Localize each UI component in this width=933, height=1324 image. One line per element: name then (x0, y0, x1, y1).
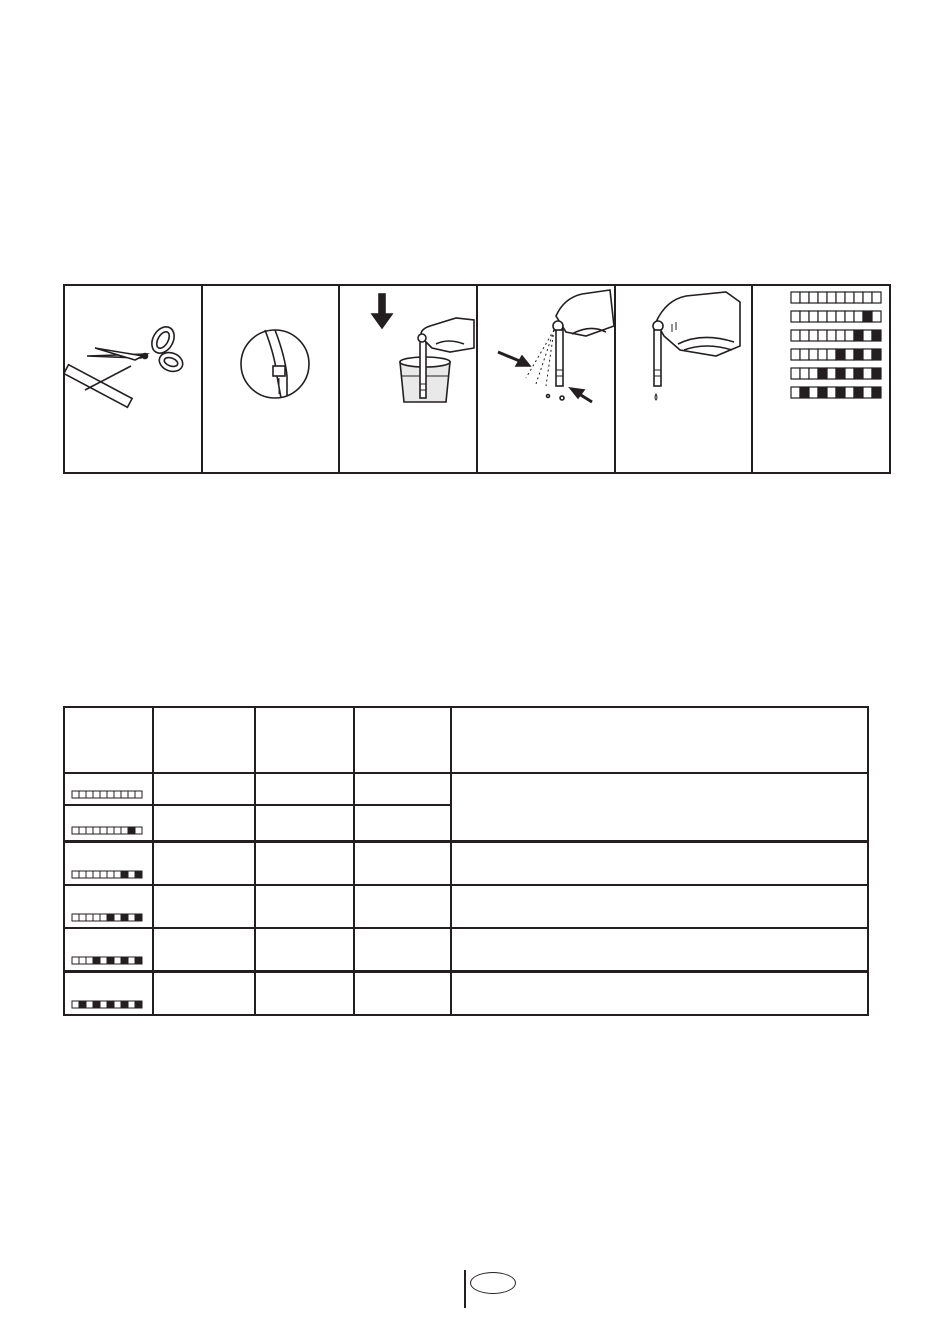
strip-square-empty (79, 827, 86, 834)
strip-square-empty (93, 871, 100, 878)
strip-cell (64, 928, 153, 971)
strip-square-empty (836, 292, 845, 303)
strip-square-empty (800, 292, 809, 303)
strip-square-empty (114, 1001, 121, 1008)
strip-square-filled (863, 311, 872, 322)
strip-square-empty (809, 368, 818, 379)
strip-square-empty (791, 368, 800, 379)
table-cell (153, 971, 255, 1015)
strip-square-empty (791, 311, 800, 322)
strip-square-empty (809, 349, 818, 360)
table-cell (354, 805, 451, 841)
strip-square-empty (809, 311, 818, 322)
header-cell (64, 707, 153, 773)
strip-square-empty (79, 791, 86, 798)
strip-square-empty (121, 791, 128, 798)
strip-square-empty (79, 914, 86, 921)
table-note (451, 841, 868, 885)
strip-square-filled (79, 1001, 86, 1008)
strip-square-empty (72, 827, 79, 834)
strip-square-empty (854, 311, 863, 322)
strip-square-empty (107, 827, 114, 834)
table-note (451, 928, 868, 971)
strip-square-empty (86, 827, 93, 834)
strip-square-empty (114, 791, 121, 798)
strip-square-empty (114, 914, 121, 921)
strip-square-empty (863, 368, 872, 379)
strip-square-empty (854, 292, 863, 303)
strip-square-empty (800, 368, 809, 379)
table-header (64, 707, 868, 773)
table-cell (153, 928, 255, 971)
header-cell (255, 707, 354, 773)
strip-square-filled (135, 1001, 142, 1008)
table-cell (153, 773, 255, 805)
strip-square-empty (827, 330, 836, 341)
strip-cell (64, 773, 153, 805)
strip-square-filled (872, 368, 881, 379)
strip-square-empty (827, 368, 836, 379)
water-tap-icon (203, 286, 341, 472)
strip-square-empty (818, 292, 827, 303)
strip-square-empty (79, 957, 86, 964)
strip-square-empty (845, 368, 854, 379)
strip-square-empty (818, 349, 827, 360)
test-strip-icon (71, 1000, 147, 1009)
strip-square-empty (86, 791, 93, 798)
strip-square-empty (100, 957, 107, 964)
strip-square-empty (845, 387, 854, 398)
strip-square-empty (845, 349, 854, 360)
header-cell (451, 707, 868, 773)
strip-square-empty (86, 1001, 93, 1008)
strip-square-empty (128, 914, 135, 921)
strip-square-filled (107, 914, 114, 921)
strip-cell (64, 885, 153, 928)
strip-square-empty (809, 330, 818, 341)
strip-square-empty (72, 871, 79, 878)
table-row (64, 971, 868, 1015)
scissors-icon (65, 286, 191, 472)
step-compare-result (751, 286, 891, 472)
table-note (451, 885, 868, 928)
step-cut-strip (63, 286, 201, 472)
strip-cell (64, 971, 153, 1015)
page-divider (464, 1270, 466, 1308)
table-cell (255, 928, 354, 971)
strip-square-empty (863, 292, 872, 303)
strip-square-empty (72, 957, 79, 964)
hold-strip-icon (616, 286, 754, 472)
strip-square-empty (863, 330, 872, 341)
header-cell (153, 707, 255, 773)
strip-square-empty (818, 311, 827, 322)
strip-square-filled (836, 368, 845, 379)
strip-square-empty (863, 387, 872, 398)
strip-square-empty (135, 791, 142, 798)
strip-square-filled (818, 368, 827, 379)
strip-square-filled (93, 1001, 100, 1008)
table-row (64, 841, 868, 885)
strip-square-empty (791, 292, 800, 303)
shake-strip-icon (478, 286, 616, 472)
strip-square-empty (72, 914, 79, 921)
strip-square-empty (114, 827, 121, 834)
strip-square-empty (863, 349, 872, 360)
strip-square-empty (827, 292, 836, 303)
table-cell (255, 971, 354, 1015)
strip-square-filled (872, 349, 881, 360)
strip-square-empty (79, 871, 86, 878)
strip-square-empty (872, 311, 881, 322)
strip-square-filled (836, 387, 845, 398)
strip-square-empty (128, 791, 135, 798)
test-steps-illustration (63, 284, 891, 474)
glass-dip-icon (340, 286, 478, 472)
strip-square-empty (809, 387, 818, 398)
strip-square-filled (854, 349, 863, 360)
strip-square-empty (872, 292, 881, 303)
table-row (64, 773, 868, 805)
strip-square-empty (86, 914, 93, 921)
test-strip-icon (71, 956, 147, 965)
strip-square-filled (818, 387, 827, 398)
table-row (64, 885, 868, 928)
table-cell (354, 841, 451, 885)
table-cell (255, 773, 354, 805)
strip-square-empty (800, 311, 809, 322)
strip-square-filled (854, 368, 863, 379)
strip-square-filled (135, 914, 142, 921)
strip-cell (64, 805, 153, 841)
strip-square-empty (72, 791, 79, 798)
test-strip-icon (71, 790, 147, 799)
strip-square-empty (791, 349, 800, 360)
table-cell (255, 841, 354, 885)
step-dip-strip (338, 286, 476, 472)
strip-square-empty (93, 791, 100, 798)
strip-square-filled (121, 957, 128, 964)
strip-square-empty (107, 871, 114, 878)
strip-square-empty (845, 311, 854, 322)
strip-square-empty (93, 914, 100, 921)
strip-square-empty (100, 827, 107, 834)
language-badge (470, 1272, 516, 1294)
strip-square-empty (836, 330, 845, 341)
step-wait-strip (614, 286, 752, 472)
table-cell (354, 885, 451, 928)
strip-square-empty (809, 292, 818, 303)
strip-square-empty (100, 1001, 107, 1008)
strip-square-empty (121, 827, 128, 834)
strip-square-empty (827, 311, 836, 322)
table-cell (255, 885, 354, 928)
strip-cell (64, 841, 153, 885)
strip-square-empty (72, 1001, 79, 1008)
strip-square-empty (107, 791, 114, 798)
strip-square-filled (872, 330, 881, 341)
strip-square-empty (818, 330, 827, 341)
strip-square-empty (128, 1001, 135, 1008)
hardness-table (63, 706, 869, 1016)
table-cell (153, 805, 255, 841)
header-cell (354, 707, 451, 773)
strip-square-empty (827, 349, 836, 360)
test-strip-icon (71, 826, 147, 835)
strip-square-filled (121, 871, 128, 878)
strip-square-empty (135, 827, 142, 834)
strip-square-filled (121, 914, 128, 921)
table-cell (354, 773, 451, 805)
strip-square-filled (836, 349, 845, 360)
table-cell (255, 805, 354, 841)
strip-square-empty (114, 871, 121, 878)
strip-square-empty (800, 330, 809, 341)
strip-square-empty (86, 871, 93, 878)
strip-square-empty (827, 387, 836, 398)
strip-square-empty (86, 957, 93, 964)
strip-square-empty (800, 349, 809, 360)
strip-square-empty (791, 387, 800, 398)
strip-square-filled (107, 1001, 114, 1008)
table-cell (354, 928, 451, 971)
strip-square-filled (93, 957, 100, 964)
strip-square-filled (854, 387, 863, 398)
table-cell (153, 841, 255, 885)
strip-square-empty (845, 292, 854, 303)
strip-square-filled (128, 827, 135, 834)
strip-square-empty (836, 311, 845, 322)
strip-square-empty (791, 330, 800, 341)
strip-square-empty (93, 827, 100, 834)
step-shake-strip (476, 286, 614, 472)
step-run-water (201, 286, 339, 472)
strip-square-empty (845, 330, 854, 341)
strip-square-filled (135, 957, 142, 964)
result-strips (753, 286, 891, 472)
strip-square-filled (872, 387, 881, 398)
strip-square-empty (114, 957, 121, 964)
strip-square-filled (854, 330, 863, 341)
table-note (451, 773, 868, 841)
strip-square-empty (100, 791, 107, 798)
test-strip-icon (71, 870, 147, 879)
strip-square-empty (128, 957, 135, 964)
strip-square-empty (128, 871, 135, 878)
table-note (451, 971, 868, 1015)
strip-square-filled (800, 387, 809, 398)
table-cell (153, 885, 255, 928)
strip-square-filled (107, 957, 114, 964)
strip-square-filled (135, 871, 142, 878)
table-cell (354, 971, 451, 1015)
strip-square-filled (121, 1001, 128, 1008)
strip-square-empty (100, 871, 107, 878)
test-strip-icon (71, 913, 147, 922)
strip-square-empty (100, 914, 107, 921)
table-row (64, 928, 868, 971)
